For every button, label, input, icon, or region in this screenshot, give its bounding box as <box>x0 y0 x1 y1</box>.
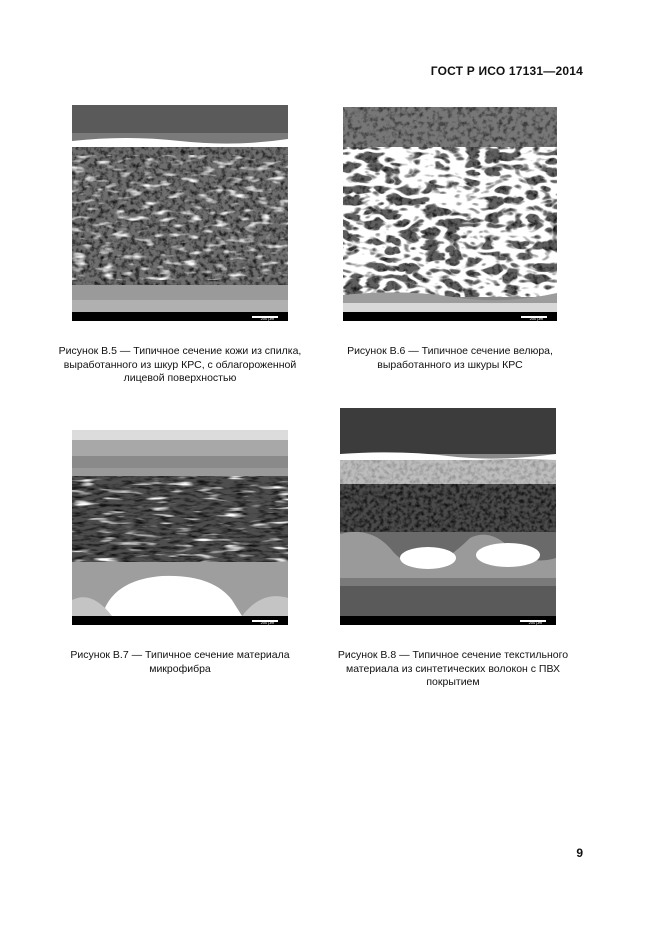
figure-b8-micrograph <box>340 408 556 625</box>
figure-b5-caption: Рисунок В.5 — Типичное сечение кожи из спилка, выработанного из шкур КРС, с облагороженной лицевой поверхностью <box>58 345 302 384</box>
figure-b7-micrograph <box>72 430 288 625</box>
scale-bar-label: 200 μm <box>528 620 542 625</box>
scale-bar-label: 200 μm <box>529 316 543 321</box>
page-number: 9 <box>576 846 583 860</box>
scale-bar-label: 200 μm <box>260 620 274 625</box>
scale-bar-strip <box>72 616 288 625</box>
figure-b7-caption: Рисунок В.7 — Типичное сечение материала микрофибра <box>70 649 290 675</box>
scale-bar-label: 200 μm <box>260 316 274 321</box>
document-header: ГОСТ Р ИСО 17131—2014 <box>430 64 583 78</box>
figure-b6-micrograph <box>343 107 557 321</box>
figure-b6-caption: Рисунок В.6 — Типичное сечение велюра, выработанного из шкуры КРС <box>347 345 553 371</box>
scale-bar-strip <box>72 312 288 321</box>
scale-bar-strip <box>340 616 556 625</box>
scale-bar-strip <box>343 312 557 321</box>
figure-b8-caption: Рисунок В.8 — Типичное сечение текстильного материала из синтетических волокон с ПВХ покрытием <box>337 649 569 688</box>
figure-b5-micrograph <box>72 105 288 321</box>
